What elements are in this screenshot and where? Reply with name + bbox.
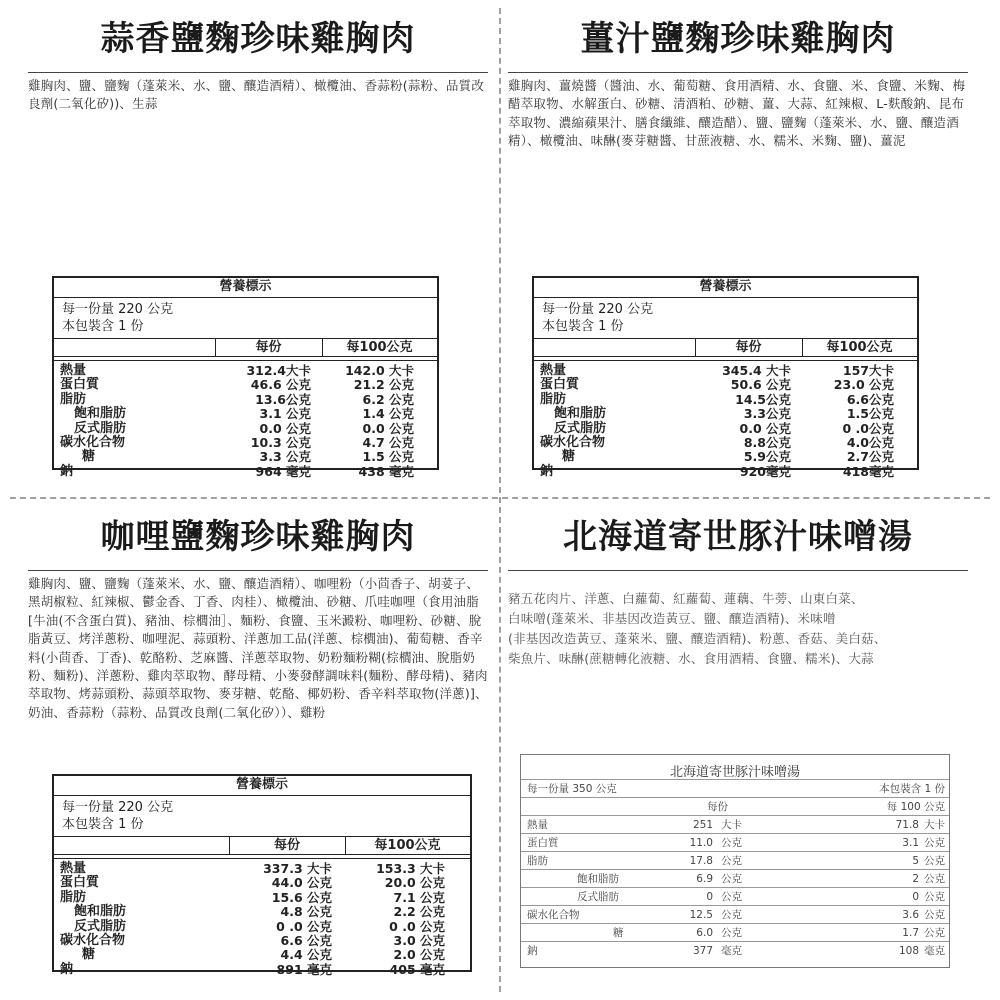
nutrient-label: 蛋白質 bbox=[527, 837, 559, 849]
per-100g-value: 7.1 公克 bbox=[393, 889, 445, 905]
nutrient-label: 碳水化合物 bbox=[540, 435, 606, 450]
per-100g-unit: 公克 bbox=[924, 873, 945, 885]
product-curry bbox=[28, 514, 488, 722]
per-serving-value: 0.0 公克 bbox=[739, 420, 791, 436]
product-title: 蒜香鹽麴珍味雞胸肉 bbox=[100, 19, 416, 59]
separator-thick bbox=[54, 858, 470, 859]
ingredients-text: 雞胸肉、鹽、鹽麴（蓬萊米、水、鹽、釀造酒精）、咖哩粉（小茴香子、胡荽子、黑胡椒粒、紅辣椒、鬱金香、丁香、肉桂）、橄欖油、砂糖、爪哇咖哩（食用油脂[牛油(不含蛋白質)、豬油、棕櫚油］、麵粉、食鹽、玉米澱粉、咖哩粉、砂糖、脫脂黃豆、烤洋蔥粉、咖哩泥、蒜頭粉、洋蔥加工品(洋蔥、棕櫚油)、葡萄糖、香辛料(小茴香、丁香)、乾酪粉、芝麻醬、洋蔥萃取物、奶粉麵粉糊(棕櫚油、脫脂奶粉、麵粉)、洋蔥粉、雞肉萃取物、酵母精、小麥發酵調味料(麵粉、酵母精)、豬肉萃取物、烤蒜頭粉、蒜頭萃取物、麥芽糖、乾酪、椰奶粉、香辛料萃取物(洋蔥)]、奶油、香蒜粉（蒜粉、品質改良劑(二氧化矽））、雞粉 bbox=[28, 576, 488, 720]
separator bbox=[54, 854, 470, 855]
header-row bbox=[521, 797, 949, 815]
title-rule bbox=[28, 72, 488, 73]
per-100g-number: 71.8 bbox=[895, 819, 919, 831]
ingredients-text: 雞胸肉、鹽、鹽麴（蓬萊米、水、鹽、釀造酒精）、橄欖油、香蒜粉(蒜粉、品質改良劑(二氧化矽))、生蒜 bbox=[28, 78, 485, 112]
per-100g-value: 405 毫克 bbox=[389, 961, 445, 977]
nutrient-label: 蛋白質 bbox=[60, 875, 100, 891]
per-serving-number: 12.5 bbox=[689, 909, 713, 921]
nutrient-label: 飽和脂肪 bbox=[74, 406, 127, 422]
separator bbox=[54, 836, 470, 837]
serving-size: 每一份量 220 公克 bbox=[62, 302, 174, 317]
per-serving-value: 337.3 大卡 bbox=[263, 861, 332, 876]
nutrient-label: 脂肪 bbox=[540, 391, 567, 407]
column-divider bbox=[802, 338, 803, 356]
nutrient-label: 熱量 bbox=[527, 819, 548, 831]
per-100g-value: 4.0公克 bbox=[846, 435, 894, 450]
per-serving-value: 920毫克 bbox=[739, 463, 791, 479]
nutrient-row bbox=[521, 815, 949, 833]
per-serving-value: 4.8 公克 bbox=[280, 904, 332, 920]
title-rule bbox=[508, 570, 968, 571]
per-100g-value: 6.2 公克 bbox=[362, 391, 414, 407]
nutrient-label: 碳水化合物 bbox=[60, 933, 126, 948]
product-title: 薑汁鹽麴珍味雞胸肉 bbox=[580, 19, 896, 59]
nutrient-label: 熱量 bbox=[540, 363, 567, 378]
per-100g-value: 157大卡 bbox=[842, 363, 894, 378]
nutrient-label: 脂肪 bbox=[60, 889, 87, 905]
per-100g-number: 1.7 bbox=[902, 927, 919, 939]
separator bbox=[54, 356, 437, 357]
per-serving-unit: 公克 bbox=[721, 837, 742, 849]
panel-heading: 北海道寄世豚汁味噌湯 bbox=[669, 765, 800, 780]
nutrition-panel bbox=[52, 774, 472, 977]
per-serving-number: 17.8 bbox=[689, 855, 713, 867]
separator bbox=[534, 356, 917, 357]
per-100g-value: 0.0 公克 bbox=[362, 420, 414, 436]
per-100g-value: 438 毫克 bbox=[358, 463, 414, 479]
per-100g-unit: 公克 bbox=[924, 909, 945, 921]
separator-thick bbox=[54, 360, 437, 361]
nutrient-row bbox=[521, 851, 949, 869]
nutrient-label: 脂肪 bbox=[60, 391, 87, 407]
title-rule bbox=[28, 570, 488, 571]
nutrient-label: 反式脂肪 bbox=[74, 918, 127, 934]
panel-heading: 營養標示 bbox=[54, 774, 470, 796]
ingredients-line: 柴魚片、味醂(蔗糖轉化液糖、水、食用酒精、食鹽、糯米)、大蒜 bbox=[508, 651, 874, 666]
per-100g-number: 2 bbox=[912, 873, 919, 885]
column-header-per-100g: 每100公克 bbox=[346, 340, 413, 355]
per-100g-value: 2.0 公克 bbox=[393, 947, 445, 963]
column-header-per-serving: 每份 bbox=[273, 838, 300, 853]
nutrient-label: 蛋白質 bbox=[540, 377, 580, 393]
per-100g-value: 23.0 公克 bbox=[833, 377, 894, 393]
servings-per-pack: 本包裝含 1 份 bbox=[542, 319, 624, 334]
per-serving-value: 46.6 公克 bbox=[250, 377, 311, 393]
per-100g-unit: 公克 bbox=[924, 891, 945, 903]
per-serving-value: 891 毫克 bbox=[276, 961, 332, 977]
per-100g-value: 0 .0 公克 bbox=[389, 918, 445, 934]
per-serving-value: 8.8公克 bbox=[743, 435, 791, 450]
per-serving-value: 44.0 公克 bbox=[271, 875, 332, 891]
nutrient-label: 糖 bbox=[613, 927, 624, 939]
per-serving-unit: 公克 bbox=[721, 891, 742, 903]
per-100g-unit: 公克 bbox=[924, 927, 945, 939]
column-header-per-100g: 每100公克 bbox=[826, 340, 893, 355]
product-title: 北海道寄世豚汁味噌湯 bbox=[563, 517, 913, 557]
serving-row bbox=[521, 779, 949, 797]
nutrient-label: 反式脂肪 bbox=[554, 420, 607, 436]
per-serving-value: 4.4 公克 bbox=[280, 947, 332, 963]
vertical-divider bbox=[499, 8, 501, 992]
per-serving-value: 0 .0 公克 bbox=[276, 918, 332, 934]
per-100g-number: 3.6 bbox=[902, 909, 919, 921]
per-serving-value: 0.0 公克 bbox=[259, 420, 311, 436]
per-serving-number: 6.0 bbox=[696, 927, 713, 939]
per-100g-unit: 大卡 bbox=[924, 819, 945, 831]
nutrient-row bbox=[521, 923, 949, 941]
per-serving-value: 50.6 公克 bbox=[730, 377, 791, 393]
per-100g-value: 20.0 公克 bbox=[384, 875, 445, 891]
nutrient-label: 蛋白質 bbox=[60, 377, 100, 393]
ingredients-text bbox=[508, 589, 968, 669]
nutrient-label: 鈉 bbox=[527, 945, 538, 957]
per-100g-value: 142.0 大卡 bbox=[345, 363, 414, 378]
column-divider bbox=[229, 836, 230, 854]
panel-heading: 營養標示 bbox=[54, 276, 437, 298]
column-header-per-100g: 每100公克 bbox=[374, 838, 441, 853]
product-ginger bbox=[508, 16, 968, 151]
serving-size: 每一份量 350 公克 bbox=[527, 783, 617, 795]
per-100g-value: 6.6公克 bbox=[846, 391, 894, 407]
per-serving-value: 964 毫克 bbox=[255, 463, 311, 479]
per-100g-value: 418毫克 bbox=[842, 463, 894, 479]
nutrient-label: 脂肪 bbox=[527, 855, 548, 867]
per-serving-number: 11.0 bbox=[689, 837, 713, 849]
nutrient-label: 熱量 bbox=[60, 363, 87, 378]
nutrient-label: 鈉 bbox=[540, 463, 554, 479]
product-miso-soup bbox=[508, 514, 968, 669]
column-divider bbox=[215, 338, 216, 356]
per-serving-unit: 公克 bbox=[721, 873, 742, 885]
per-100g-unit: 公克 bbox=[924, 837, 945, 849]
per-serving-value: 5.9公克 bbox=[743, 449, 791, 465]
nutrient-label: 糖 bbox=[82, 449, 96, 465]
ingredients-line: (非基因改造黃豆、蓬萊米、鹽、釀造酒精)、粉蔥、香菇、美白菇、 bbox=[508, 631, 887, 646]
nutrient-label: 反式脂肪 bbox=[74, 420, 127, 436]
per-serving-value: 13.6公克 bbox=[255, 391, 311, 407]
per-serving-value: 312.4大卡 bbox=[246, 363, 311, 378]
nutrient-label: 熱量 bbox=[60, 861, 87, 876]
separator bbox=[534, 338, 917, 339]
product-garlic bbox=[28, 16, 488, 114]
panel-heading: 營養標示 bbox=[534, 276, 917, 298]
per-serving-value: 15.6 公克 bbox=[271, 889, 332, 905]
nutrient-row bbox=[521, 887, 949, 905]
horizontal-divider bbox=[10, 497, 990, 499]
per-100g-value: 0 .0公克 bbox=[842, 420, 894, 436]
per-100g-unit: 公克 bbox=[924, 855, 945, 867]
per-serving-value: 10.3 公克 bbox=[250, 435, 311, 450]
title-rule bbox=[508, 72, 968, 73]
servings-per-pack: 本包裝含 1 份 bbox=[62, 319, 144, 334]
per-100g-value: 1.5 公克 bbox=[362, 449, 414, 465]
separator-thick bbox=[534, 360, 917, 361]
ingredients-line: 白味噌(蓬萊米、非基因改造黃豆、鹽、釀造酒精)、米味噌 bbox=[508, 611, 836, 626]
per-serving-unit: 毫克 bbox=[721, 945, 742, 957]
per-serving-value: 3.3 公克 bbox=[259, 449, 311, 465]
column-header-per-serving: 每份 bbox=[255, 340, 282, 355]
per-serving-unit: 公克 bbox=[721, 927, 742, 939]
per-serving-number: 251 bbox=[692, 819, 713, 831]
separator bbox=[54, 338, 437, 339]
per-serving-number: 377 bbox=[692, 945, 713, 957]
column-header-per-100g: 每 100 公克 bbox=[886, 801, 945, 813]
per-100g-number: 108 bbox=[898, 945, 919, 957]
column-divider bbox=[345, 836, 346, 854]
ingredients-text: 雞胸肉、薑燒醬（醬油、水、葡萄糖、食用酒精、水、食鹽、米、食鹽、米麴、梅醋萃取物、水解蛋白、砂糖、清酒粕、砂糖、薑、大蒜、紅辣椒、L-麩酸鈉、昆布萃取物、濃縮蘋果汁、膳食纖維、釀造醋）、鹽、鹽麴（蓬萊米、水、鹽、釀造酒精）、橄欖油、味醂(麥芽糖醬、甘蔗液糖、水、糯米、米麴、鹽)、薑泥 bbox=[508, 78, 966, 149]
servings-per-pack: 本包裝含 1 份 bbox=[879, 783, 945, 795]
nutrient-row bbox=[521, 833, 949, 851]
per-serving-value: 3.1 公克 bbox=[259, 406, 311, 422]
per-100g-value: 2.2 公克 bbox=[393, 904, 445, 920]
nutrition-panel bbox=[52, 276, 439, 479]
ingredients-line: 豬五花肉片、洋蔥、白蘿蔔、紅蘿蔔、蓮藕、牛蒡、山東白菜、 bbox=[508, 591, 864, 606]
nutrient-row bbox=[521, 869, 949, 887]
nutrient-label: 飽和脂肪 bbox=[74, 904, 127, 920]
nutrient-label: 反式脂肪 bbox=[577, 891, 619, 903]
column-divider bbox=[695, 338, 696, 356]
per-100g-value: 153.3 大卡 bbox=[376, 861, 445, 876]
nutrient-label: 糖 bbox=[562, 449, 576, 465]
column-divider bbox=[322, 338, 323, 356]
nutrition-panel-simple bbox=[520, 754, 950, 968]
per-serving-value: 345.4 大卡 bbox=[722, 363, 791, 378]
per-serving-number: 6.9 bbox=[696, 873, 713, 885]
per-serving-value: 14.5公克 bbox=[735, 391, 791, 407]
serving-size: 每一份量 220 公克 bbox=[542, 302, 654, 317]
per-serving-value: 3.3公克 bbox=[743, 406, 791, 422]
servings-per-pack: 本包裝含 1 份 bbox=[62, 817, 144, 832]
nutrient-label: 飽和脂肪 bbox=[554, 406, 607, 422]
product-title: 咖哩鹽麴珍味雞胸肉 bbox=[100, 517, 416, 557]
per-100g-value: 21.2 公克 bbox=[353, 377, 414, 393]
per-100g-unit: 毫克 bbox=[924, 945, 945, 957]
per-100g-value: 1.4 公克 bbox=[362, 406, 414, 422]
per-serving-unit: 大卡 bbox=[721, 819, 742, 831]
nutrient-label: 飽和脂肪 bbox=[577, 873, 619, 885]
nutrient-label: 糖 bbox=[82, 947, 96, 963]
per-serving-unit: 公克 bbox=[721, 909, 742, 921]
serving-size: 每一份量 220 公克 bbox=[62, 800, 174, 815]
nutrition-panel bbox=[532, 276, 919, 479]
per-100g-value: 4.7 公克 bbox=[362, 435, 414, 450]
per-serving-value: 6.6 公克 bbox=[280, 933, 332, 948]
nutrient-row bbox=[521, 941, 949, 959]
per-100g-value: 2.7公克 bbox=[846, 449, 894, 465]
per-100g-value: 1.5公克 bbox=[846, 406, 894, 422]
nutrient-row bbox=[521, 905, 949, 923]
per-100g-number: 5 bbox=[912, 855, 919, 867]
nutrient-label: 鈉 bbox=[60, 961, 74, 977]
per-100g-number: 3.1 bbox=[902, 837, 919, 849]
column-header-per-serving: 每份 bbox=[707, 801, 728, 813]
nutrient-label: 碳水化合物 bbox=[527, 909, 580, 921]
per-100g-number: 0 bbox=[912, 891, 919, 903]
per-serving-unit: 公克 bbox=[721, 855, 742, 867]
per-serving-number: 0 bbox=[706, 891, 713, 903]
column-header-per-serving: 每份 bbox=[735, 340, 762, 355]
nutrient-label: 鈉 bbox=[60, 463, 74, 479]
nutrient-label: 碳水化合物 bbox=[60, 435, 126, 450]
per-100g-value: 3.0 公克 bbox=[393, 933, 445, 948]
